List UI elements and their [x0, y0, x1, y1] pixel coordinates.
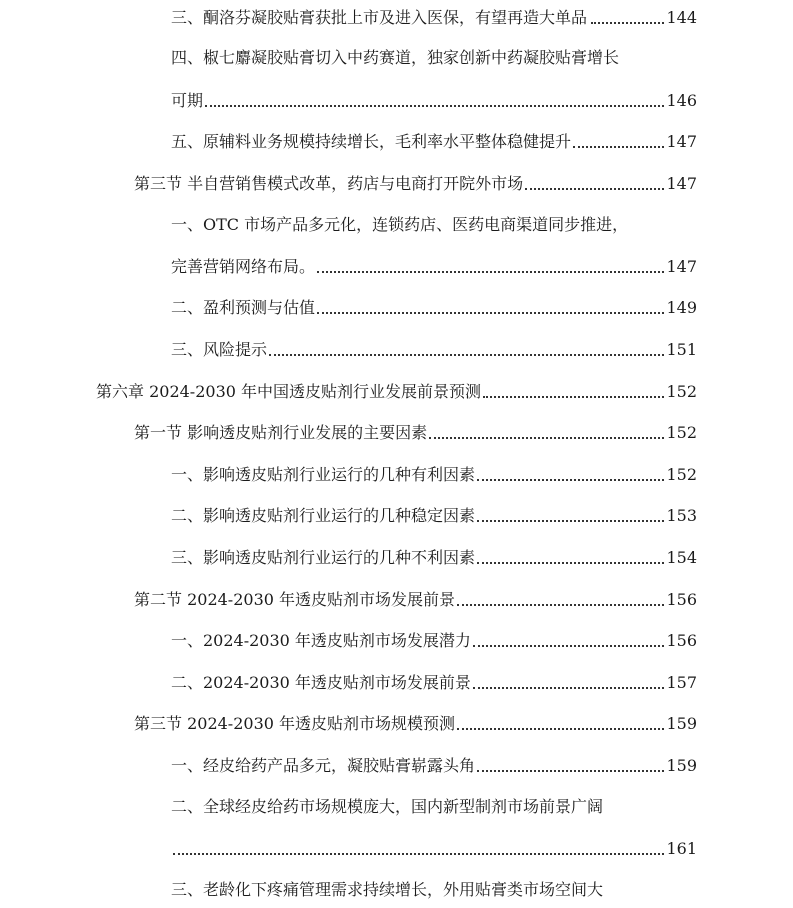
- toc-leader-dots: [473, 686, 665, 689]
- toc-entry-page: 152: [666, 423, 697, 442]
- toc-entry-page: 149: [666, 298, 697, 317]
- toc-entry-title: 三、老龄化下疼痛管理需求持续增长，外用贴膏类市场空间大: [171, 880, 604, 899]
- toc-leader-dots: [205, 104, 664, 107]
- toc-entry-page: 147: [666, 257, 697, 276]
- toc-entry-title: 一、2024-2030 年透皮贴剂市场发展潜力: [171, 631, 471, 650]
- toc-entry-title: 第三节 2024-2030 年透皮贴剂市场规模预测: [134, 714, 456, 733]
- toc-entry[interactable]: [171, 544, 697, 572]
- toc-entry-title: 三、风险提示: [171, 340, 268, 359]
- toc-entry-title: 二、2024-2030 年透皮贴剂市场发展前景: [171, 673, 471, 692]
- toc-entry[interactable]: [171, 627, 697, 655]
- toc-section-entry[interactable]: [134, 170, 697, 198]
- toc-entry-title: 二、盈利预测与估值: [171, 298, 316, 317]
- toc-leader-dots: [429, 436, 664, 439]
- toc-leader-dots: [173, 852, 664, 855]
- toc-entry-title: 完善营销网络布局。: [171, 257, 316, 276]
- toc-chapter-entry[interactable]: [96, 378, 697, 406]
- toc-entry-page: 159: [666, 714, 697, 733]
- toc-entry-page: 144: [666, 8, 697, 27]
- toc-entry[interactable]: [171, 669, 697, 697]
- toc-entry-page: 146: [666, 91, 697, 110]
- toc-entry[interactable]: [171, 4, 697, 32]
- toc-leader-dots: [525, 187, 664, 190]
- toc-entry[interactable]: [171, 502, 697, 530]
- toc-section-entry[interactable]: [134, 586, 697, 614]
- toc-entry-title: 第三节 半自营销售模式改革，药店与电商打开院外市场: [134, 174, 524, 193]
- toc-entry[interactable]: [171, 253, 697, 281]
- toc-leader-dots: [477, 561, 664, 564]
- toc-entry-page: 156: [666, 590, 697, 609]
- toc-entry-page: 152: [666, 382, 697, 401]
- toc-leader-dots: [477, 519, 664, 522]
- toc-entry[interactable]: [171, 211, 628, 239]
- toc-entry-page: 157: [666, 673, 697, 692]
- toc-entry-page: 152: [666, 465, 697, 484]
- toc-entry[interactable]: [171, 87, 697, 115]
- toc-entry-page: 156: [666, 631, 697, 650]
- toc-entry-page: 159: [666, 756, 697, 775]
- toc-leader-dots: [457, 727, 664, 730]
- toc-entry-title: 第六章 2024-2030 年中国透皮贴剂行业发展前景预测: [96, 382, 482, 401]
- toc-entry[interactable]: [171, 752, 697, 780]
- toc-leader-dots: [591, 21, 664, 24]
- toc-leader-dots: [477, 478, 664, 481]
- toc-leader-dots: [269, 353, 664, 356]
- toc-entry[interactable]: [171, 44, 619, 72]
- toc-entry[interactable]: [171, 128, 697, 156]
- toc-entry-title: 四、椒七麝凝胶贴膏切入中药赛道，独家创新中药凝胶贴膏增长: [171, 48, 620, 67]
- toc-entry-title: 第二节 2024-2030 年透皮贴剂市场发展前景: [134, 590, 456, 609]
- toc-leader-dots: [317, 270, 664, 273]
- toc-entry[interactable]: [171, 461, 697, 489]
- toc-section-entry[interactable]: [134, 419, 697, 447]
- toc-leader-dots: [317, 311, 664, 314]
- toc-leader-dots: [573, 145, 664, 148]
- toc-entry-page: 154: [666, 548, 697, 567]
- toc-entry-title: 第一节 影响透皮贴剂行业发展的主要因素: [134, 423, 428, 442]
- toc-entry-page: 151: [666, 340, 697, 359]
- toc-entry-title: 五、原辅料业务规模持续增长，毛利率水平整体稳健提升: [171, 132, 572, 151]
- toc-leader-dots: [477, 769, 664, 772]
- toc-entry-page: 153: [666, 506, 697, 525]
- toc-entry-page: 147: [666, 132, 697, 151]
- toc-leader-dots: [457, 603, 664, 606]
- toc-entry[interactable]: [171, 793, 603, 821]
- toc-entry-title: 三、影响透皮贴剂行业运行的几种不利因素: [171, 548, 476, 567]
- toc-entry-title: 可期: [171, 91, 204, 110]
- toc-entry-title: 一、OTC 市场产品多元化，连锁药店、医药电商渠道同步推进，: [171, 215, 629, 234]
- toc-entry[interactable]: [171, 336, 697, 364]
- toc-entry-page: 161: [666, 839, 697, 858]
- toc-entry-title: 一、经皮给药产品多元，凝胶贴膏崭露头角: [171, 756, 476, 775]
- toc-leader-dots: [483, 395, 664, 398]
- toc-entry-title: 三、酮洛芬凝胶贴膏获批上市及进入医保，有望再造大单品: [171, 8, 588, 27]
- toc-leader-dots: [473, 644, 665, 647]
- toc-entry[interactable]: [171, 835, 697, 863]
- toc-entry-page: 147: [666, 174, 697, 193]
- toc-entry[interactable]: [171, 294, 697, 322]
- toc-section-entry[interactable]: [134, 710, 697, 738]
- toc-entry-title: 一、影响透皮贴剂行业运行的几种有利因素: [171, 465, 476, 484]
- toc-entry[interactable]: [171, 876, 603, 904]
- toc-entry-title: 二、全球经皮给药市场规模庞大，国内新型制剂市场前景广阔: [171, 797, 604, 816]
- toc-entry-title: 二、影响透皮贴剂行业运行的几种稳定因素: [171, 506, 476, 525]
